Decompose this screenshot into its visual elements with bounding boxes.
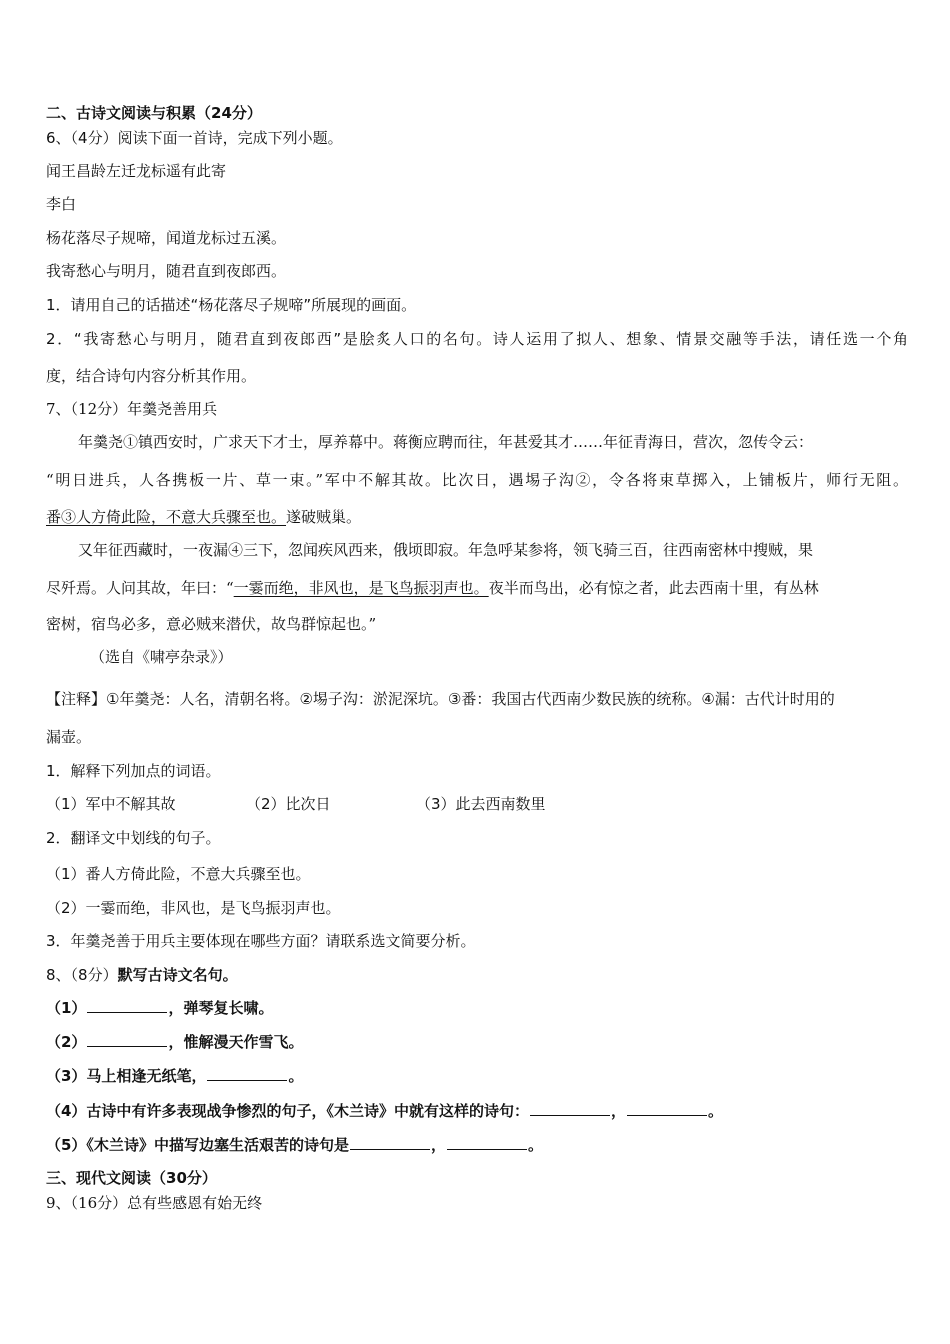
answer-blank[interactable] bbox=[207, 1066, 287, 1081]
q7-p2-line-1: 又年征西藏时，一夜漏④三下，忽闻疾风西来，俄顷即寂。年急呼某参将，领飞骑三百，往西南密林中搜贼，果 bbox=[78, 541, 814, 559]
q8-item-2 bbox=[46, 1032, 303, 1052]
section-3-heading: 三、现代文阅读（30分） bbox=[46, 1169, 217, 1187]
q7-sub-2-option-1: （1）番人方倚此险，不意大兵骤至也。 bbox=[46, 865, 311, 883]
answer-blank[interactable] bbox=[87, 1032, 167, 1047]
q7-sub-1-option-2: （2）比次日 bbox=[246, 795, 331, 813]
answer-blank[interactable] bbox=[87, 998, 167, 1013]
q8-item-1 bbox=[46, 998, 273, 1018]
q8-item-5-mid: ， bbox=[430, 1136, 446, 1154]
q7-p1-line-1: 年羹尧①镇西安时，广求天下才士，厚养幕中。蒋衡应聘而往，年甚爱其才……年征青海日，营次，忽传令云： bbox=[78, 433, 814, 451]
q7-p1-line-3 bbox=[46, 507, 361, 527]
q8-item-1-text: ，弹琴复长啸。 bbox=[168, 999, 274, 1017]
q8-item-5-text: （5）《木兰诗》中描写边塞生活艰苦的诗句是 bbox=[46, 1136, 349, 1154]
q8-stem bbox=[46, 965, 238, 985]
q8-item-2-number: （2） bbox=[46, 1033, 87, 1051]
answer-blank[interactable] bbox=[530, 1101, 610, 1116]
q8-item-2-text: ，惟解漫天作雪飞。 bbox=[168, 1033, 304, 1051]
q8-item-1-number: （1） bbox=[46, 999, 87, 1017]
q7-stem: 7、（12分）年羹尧善用兵 bbox=[46, 400, 218, 418]
q6-sub-2-line-2: 度，结合诗句内容分析其作用。 bbox=[46, 367, 257, 385]
q6-stem: 6、（4分）阅读下面一首诗，完成下列小题。 bbox=[46, 129, 343, 147]
answer-blank[interactable] bbox=[447, 1135, 527, 1150]
poem-author: 李白 bbox=[46, 195, 77, 213]
q8-stem-prefix: 8、（8分） bbox=[46, 966, 118, 984]
section-2-heading: 二、古诗文阅读与积累（24分） bbox=[46, 104, 262, 122]
q7-source: （选自《啸亭杂录》） bbox=[90, 648, 233, 666]
q7-sub-2: 2．翻译文中划线的句子。 bbox=[46, 829, 221, 847]
q8-item-5 bbox=[46, 1135, 543, 1155]
q8-item-5-end: 。 bbox=[527, 1136, 543, 1154]
q6-sub-2-line-1: 2．“我寄愁心与明月，随君直到夜郎西”是脍炙人口的名句。诗人运用了拟人、想象、情景交融等手法，请任选一个角 bbox=[46, 330, 908, 348]
q7-p2-line-2 bbox=[46, 578, 819, 598]
answer-blank[interactable] bbox=[350, 1135, 430, 1150]
answer-blank[interactable] bbox=[627, 1101, 707, 1116]
q7-p2-line-2-start: 尽歼焉。人问其故，年曰：“ bbox=[46, 579, 234, 597]
q7-p2-line-3: 密树，宿鸟必多，意必贼来潜伏，故鸟群惊起也。” bbox=[46, 615, 377, 633]
poem-line-1: 杨花落尽子规啼，闻道龙标过五溪。 bbox=[46, 229, 287, 247]
poem-title: 闻王昌龄左迁龙标遥有此寄 bbox=[46, 162, 227, 180]
q7-p1-line-2: “明日进兵，人各携板一片、草一束。”军中不解其故。比次日，遇埸子沟②，令各将束草掷入，上铺板片，师行无阻。 bbox=[46, 471, 908, 489]
underlined-sentence-2: 一霎而绝，非风也，是飞鸟振羽声也。 bbox=[233, 579, 489, 597]
q8-item-3-end: 。 bbox=[288, 1067, 304, 1085]
q8-item-4 bbox=[46, 1101, 723, 1121]
q6-sub-1: 1．请用自己的话描述“杨花落尽子规啼”所展现的画面。 bbox=[46, 296, 417, 314]
q7-p1-line-3-rest: 遂破贼巢。 bbox=[286, 508, 362, 526]
q9-stem: 9、（16分）总有些感恩有始无终 bbox=[46, 1194, 263, 1212]
q8-item-4-mid: ， bbox=[610, 1102, 626, 1120]
q7-sub-2-option-2: （2）一霎而绝，非风也，是飞鸟振羽声也。 bbox=[46, 899, 341, 917]
q8-item-4-text: （4）古诗中有许多表现战争惨烈的句子，《木兰诗》中就有这样的诗句： bbox=[46, 1102, 529, 1120]
underlined-sentence-1: 番③人方倚此险，不意大兵骤至也。 bbox=[46, 508, 287, 526]
q7-sub-3: 3．年羹尧善于用兵主要体现在哪些方面？请联系选文简要分析。 bbox=[46, 932, 476, 950]
q7-sub-1-option-1: （1）军中不解其故 bbox=[46, 795, 176, 813]
q7-notes-line-2: 漏壶。 bbox=[46, 728, 92, 746]
poem-line-2: 我寄愁心与明月，随君直到夜郎西。 bbox=[46, 262, 287, 280]
q8-item-3-text: （3）马上相逢无纸笔， bbox=[46, 1067, 207, 1085]
q8-item-3 bbox=[46, 1066, 303, 1086]
q8-item-4-end: 。 bbox=[707, 1102, 723, 1120]
q7-sub-1-option-3: （3）此去西南数里 bbox=[416, 795, 546, 813]
q7-sub-1: 1．解释下列加点的词语。 bbox=[46, 762, 221, 780]
q7-notes-line-1: 【注释】①年羹尧：人名，清朝名将。②埸子沟：淤泥深坑。③番：我国古代西南少数民族的统称。④漏：古代计时用的 bbox=[46, 690, 835, 708]
q8-stem-bold: 默写古诗文名句。 bbox=[117, 966, 238, 984]
q7-sub-1-options bbox=[46, 794, 546, 814]
q7-p2-line-2-rest: 夜半而鸟出，必有惊之者，此去西南十里，有丛林 bbox=[488, 579, 819, 597]
